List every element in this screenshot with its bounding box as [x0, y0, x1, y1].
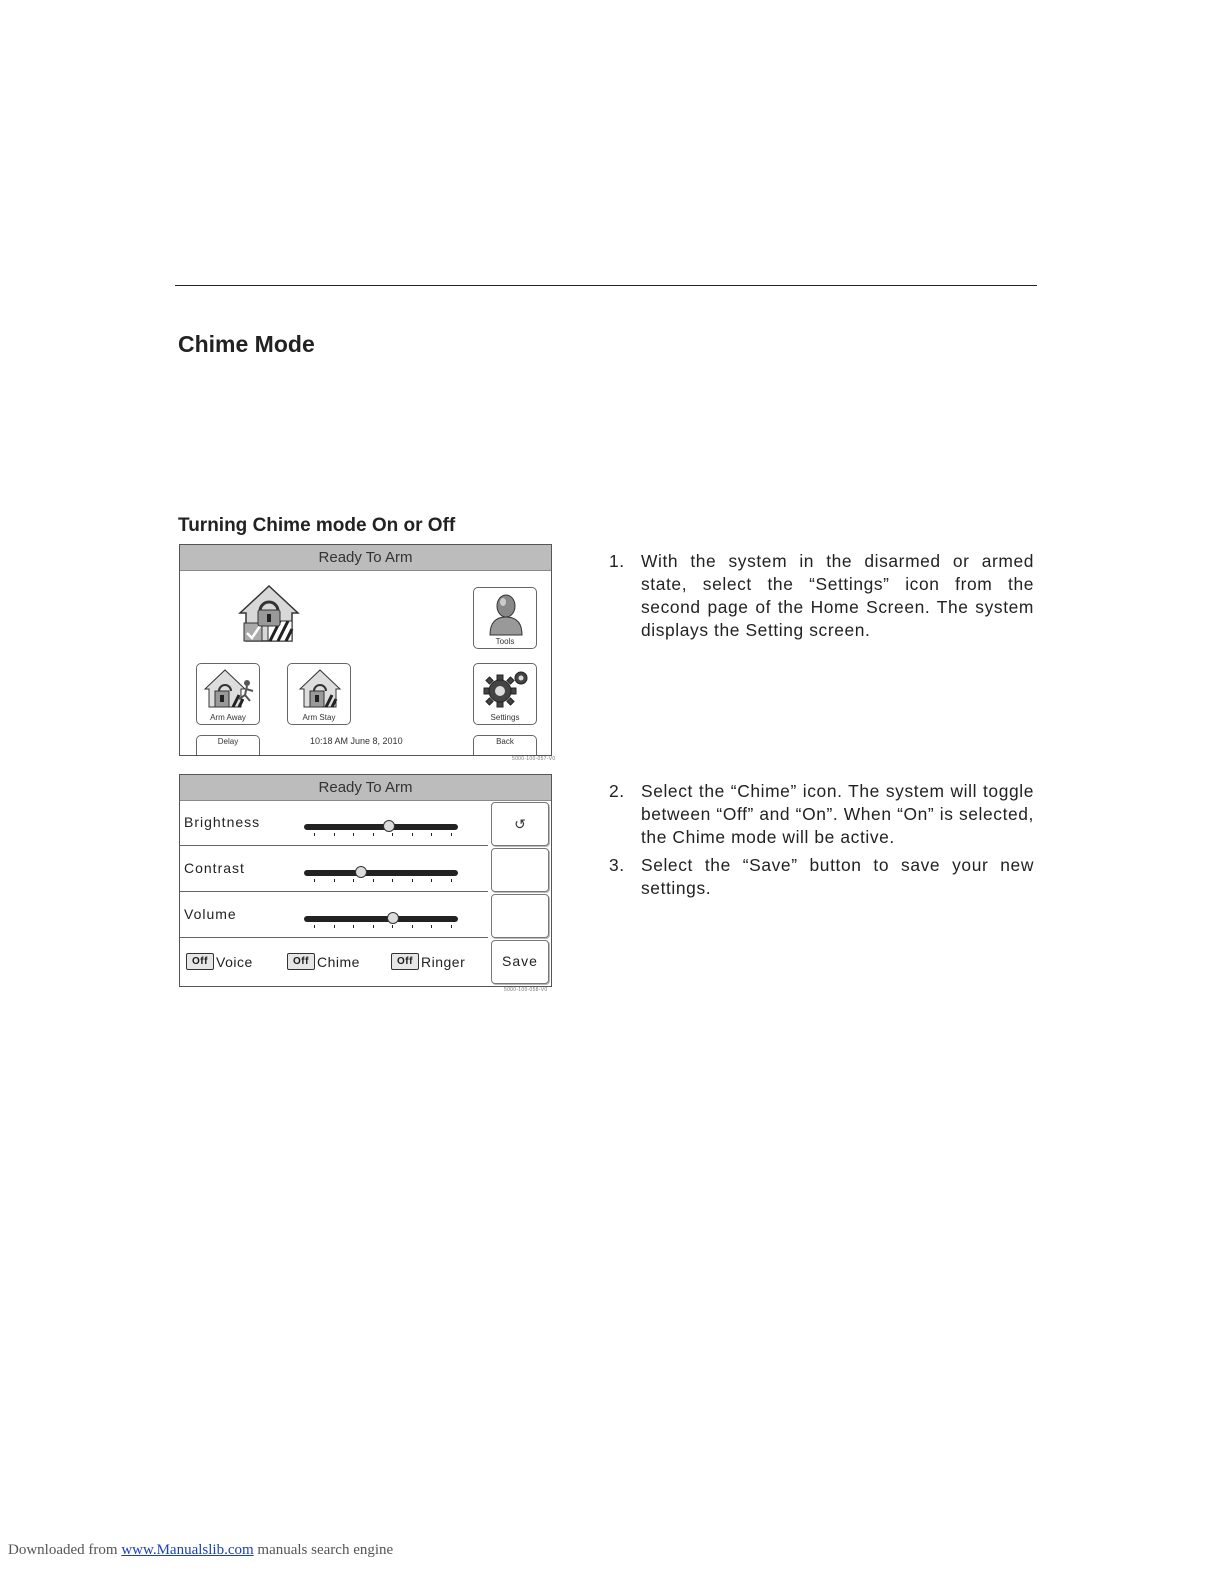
home-screen-figure [179, 544, 552, 756]
volume-slider[interactable] [304, 916, 458, 922]
settings-button[interactable] [473, 663, 537, 725]
arm-away-button[interactable] [196, 663, 260, 725]
step-1 [609, 550, 1034, 642]
step-3-number: 3. [609, 855, 625, 875]
home-status-bar: Ready To Arm [180, 545, 551, 571]
figure-code-home: 5000-100-057-V0 [512, 756, 556, 762]
volume-slider-handle[interactable] [387, 912, 399, 924]
slider-tick [373, 833, 374, 836]
step-1-number: 1. [609, 551, 625, 571]
slider-tick [334, 833, 335, 836]
ringer-toggle-state[interactable]: Off [391, 953, 419, 970]
subsection-title: Turning Chime mode On or Off [178, 515, 456, 536]
footer-link[interactable]: www.Manualslib.com [121, 1542, 254, 1558]
volume-row [180, 892, 488, 938]
slider-tick [451, 925, 452, 928]
system-status-house-icon [238, 583, 300, 648]
ringer-toggle[interactable] [391, 953, 465, 971]
blank-button-2[interactable] [491, 894, 549, 938]
back-button[interactable]: Back [473, 735, 537, 755]
voice-toggle-state[interactable]: Off [186, 953, 214, 970]
undo-icon: ↺ [514, 816, 526, 832]
step-1-text: With the system in the disarmed or armed state, select the “Settings” icon from the second page of the Home Screen. The system displays the Setting screen. [641, 551, 1034, 640]
contrast-slider[interactable] [304, 870, 458, 876]
slider-tick [451, 833, 452, 836]
slider-tick [392, 833, 393, 836]
step-3 [609, 854, 1034, 900]
ringer-toggle-label: Ringer [421, 953, 466, 970]
undo-button[interactable] [491, 802, 549, 846]
slider-tick [334, 925, 335, 928]
chime-toggle-state[interactable]: Off [287, 953, 315, 970]
slider-tick [412, 925, 413, 928]
slider-tick [412, 833, 413, 836]
slider-tick [314, 879, 315, 882]
delay-button[interactable]: Delay [196, 735, 260, 755]
tools-person-icon [480, 591, 532, 637]
slider-tick [334, 879, 335, 882]
step-2 [609, 780, 1034, 849]
slider-tick [353, 833, 354, 836]
slider-tick [314, 833, 315, 836]
brightness-slider-handle[interactable] [383, 820, 395, 832]
date-time-readout: 10:18 AM June 8, 2010 [310, 736, 403, 746]
contrast-slider-handle[interactable] [355, 866, 367, 878]
footer-prefix: Downloaded from [8, 1542, 122, 1558]
slider-tick [314, 925, 315, 928]
tools-label: Tools [495, 637, 515, 646]
brightness-label: Brightness [184, 814, 261, 830]
slider-tick [431, 925, 432, 928]
header-rule [175, 285, 1037, 286]
brightness-slider[interactable] [304, 824, 458, 830]
tools-button[interactable] [473, 587, 537, 649]
arm-stay-button[interactable] [287, 663, 351, 725]
slider-tick [451, 879, 452, 882]
slider-tick [373, 879, 374, 882]
slider-tick [392, 879, 393, 882]
contrast-row [180, 846, 488, 892]
slider-tick [431, 833, 432, 836]
settings-screen-figure [179, 774, 552, 987]
slider-tick [353, 925, 354, 928]
blank-button-1[interactable] [491, 848, 549, 892]
voice-toggle-label: Voice [216, 953, 253, 970]
arm-stay-label: Arm Stay [302, 713, 336, 722]
slider-tick [392, 925, 393, 928]
contrast-label: Contrast [184, 860, 245, 876]
footer-suffix: manuals search engine [253, 1542, 394, 1558]
settings-label: Settings [490, 713, 520, 722]
footer [8, 1542, 393, 1559]
step-2-number: 2. [609, 781, 625, 801]
slider-tick [353, 879, 354, 882]
volume-label: Volume [184, 906, 237, 922]
settings-gears-icon [480, 667, 532, 711]
brightness-row [180, 800, 488, 846]
step-3-text: Select the “Save” button to save your new settings. [641, 855, 1034, 898]
arm-stay-house-icon [294, 667, 346, 711]
save-button[interactable]: Save [491, 940, 549, 984]
settings-status-bar: Ready To Arm [180, 775, 551, 801]
section-title: Chime Mode [178, 331, 315, 357]
slider-tick [412, 879, 413, 882]
arm-away-label: Arm Away [210, 713, 246, 722]
arm-away-house-icon [203, 667, 255, 711]
step-2-text: Select the “Chime” icon. The system will toggle between “Off” and “On”. When “On” is selected, the Chime mode will be active. [641, 781, 1034, 847]
chime-toggle-label: Chime [317, 953, 360, 970]
figure-code-settings: 5000-100-058-V0 [504, 987, 548, 993]
slider-tick [373, 925, 374, 928]
slider-tick [431, 879, 432, 882]
chime-toggle[interactable] [287, 953, 360, 971]
voice-toggle[interactable] [186, 953, 253, 971]
